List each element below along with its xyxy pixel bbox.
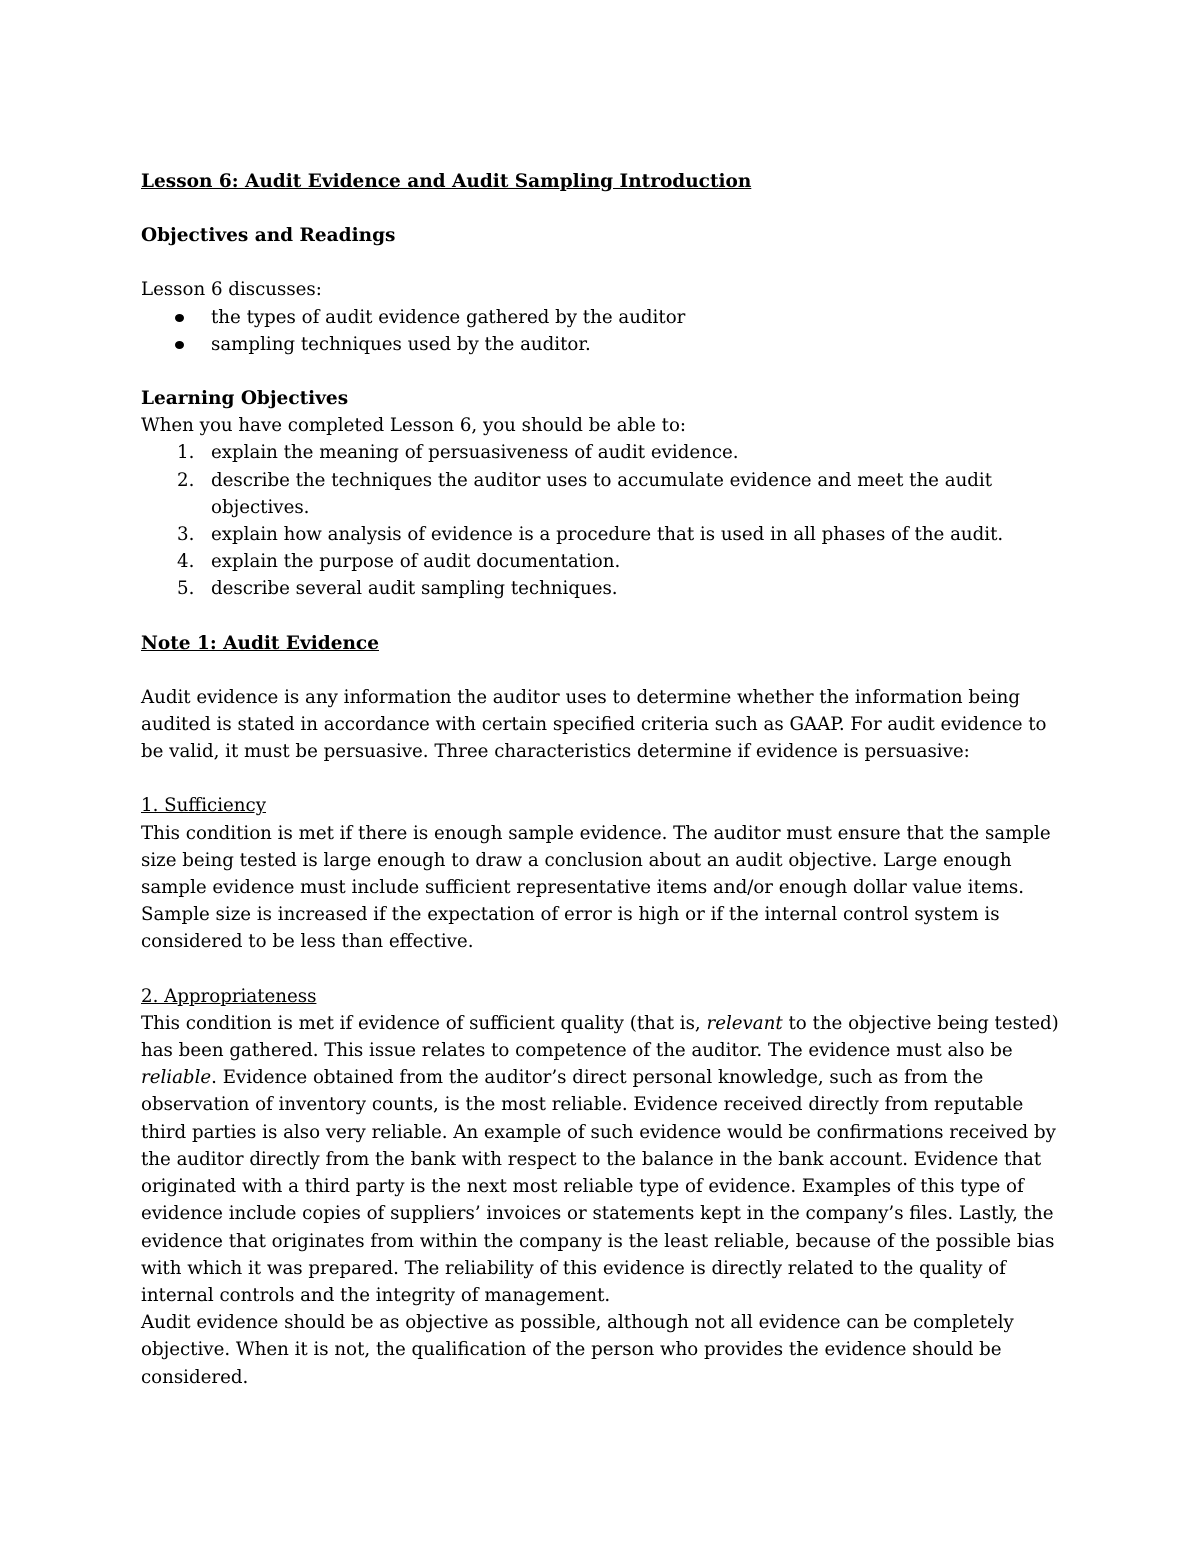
list-number: 1. xyxy=(177,442,195,464)
bullet-icon xyxy=(175,341,184,349)
learning-objectives-heading: Learning Objectives xyxy=(141,388,349,410)
sufficiency-paragraph: This condition is met if there is enough sample evidence. The auditor must ensure that the sample size being tested is large enough to draw a conclusion about an audit objective. Large enough sample evidence must include sufficient representative items and/or enough dollar value items. Sample size is increased if the expectation of error is high or if the internal control system is considered to be less than effective. xyxy=(141,822,1051,953)
bullet-icon xyxy=(175,314,184,322)
note1-intro-paragraph: Audit evidence is any information the auditor uses to determine whether the information being audited is stated in accordance with certain specified criteria such as GAAP. For audit evidence to be valid, it must be persuasive. Three characteristics determine if evidence is persuasive: xyxy=(141,686,1047,763)
list-item-text: explain the purpose of audit documentation. xyxy=(211,551,621,573)
list-item xyxy=(141,521,1066,548)
document-page xyxy=(141,168,1066,1391)
appropriateness-paragraph xyxy=(141,1010,1066,1309)
list-item xyxy=(141,331,1066,358)
list-item xyxy=(141,304,1066,331)
list-item xyxy=(141,575,1066,602)
learning-objectives-list xyxy=(141,439,1066,602)
discusses-list xyxy=(141,304,1066,358)
list-number: 2. xyxy=(177,469,195,491)
list-item-text: explain how analysis of evidence is a procedure that is used in all phases of the audit. xyxy=(211,524,1004,546)
list-item-text: explain the meaning of persuasiveness of audit evidence. xyxy=(211,442,739,464)
sufficiency-heading: 1. Sufficiency xyxy=(141,795,266,817)
list-item-text: the types of audit evidence gathered by the auditor xyxy=(211,306,686,328)
list-item xyxy=(141,439,1066,466)
note1-heading: Note 1: Audit Evidence xyxy=(141,632,379,654)
relevant-emphasis: relevant xyxy=(706,1012,783,1034)
list-item-text: describe the techniques the auditor uses to accumulate evidence and meet the audit objectives. xyxy=(211,469,993,518)
appropriateness-text-2: to the objective being tested) has been gathered. This issue relates to competence of the auditor. The evidence must also be xyxy=(141,1012,1059,1062)
list-item-text: describe several audit sampling techniques. xyxy=(211,578,618,600)
appropriateness-text-1: This condition is met if evidence of sufficient quality (that is, xyxy=(141,1012,707,1034)
appropriateness-text-3: . Evidence obtained from the auditor’s direct personal knowledge, such as from the observation of inventory counts, is the most reliable. Evidence received directly from reputable third parties is also very reliable. An example of such evidence would be confirmations received by the auditor directly from the bank with respect to the balance in the bank account. Evidence that originated with a third party is the next most reliable type of evidence. Examples of this type of evidence include copies of suppliers’ invoices or statements kept in the company’s files. Lastly, the evidence that originates from within the company is the least reliable, because of the possible bias with which it was prepared. The reliability of this evidence is directly related to the quality of internal controls and the integrity of management. xyxy=(141,1067,1056,1306)
list-item xyxy=(141,548,1066,575)
list-number: 5. xyxy=(177,578,195,600)
list-item xyxy=(141,467,1066,521)
lesson-title: Lesson 6: Audit Evidence and Audit Sampling Introduction xyxy=(141,171,752,192)
list-number: 3. xyxy=(177,524,195,546)
appropriateness-heading: 2. Appropriateness xyxy=(141,985,317,1007)
objectives-heading: Objectives and Readings xyxy=(141,225,396,247)
objectivity-paragraph: Audit evidence should be as objective as possible, although not all evidence can be completely objective. When it is not, the qualification of the person who provides the evidence should be considered. xyxy=(141,1312,1014,1388)
reliable-emphasis: reliable xyxy=(141,1067,212,1089)
learning-intro: When you have completed Lesson 6, you should be able to: xyxy=(141,415,687,437)
discusses-intro: Lesson 6 discusses: xyxy=(141,279,322,301)
list-number: 4. xyxy=(177,551,195,573)
list-item-text: sampling techniques used by the auditor. xyxy=(211,333,591,355)
